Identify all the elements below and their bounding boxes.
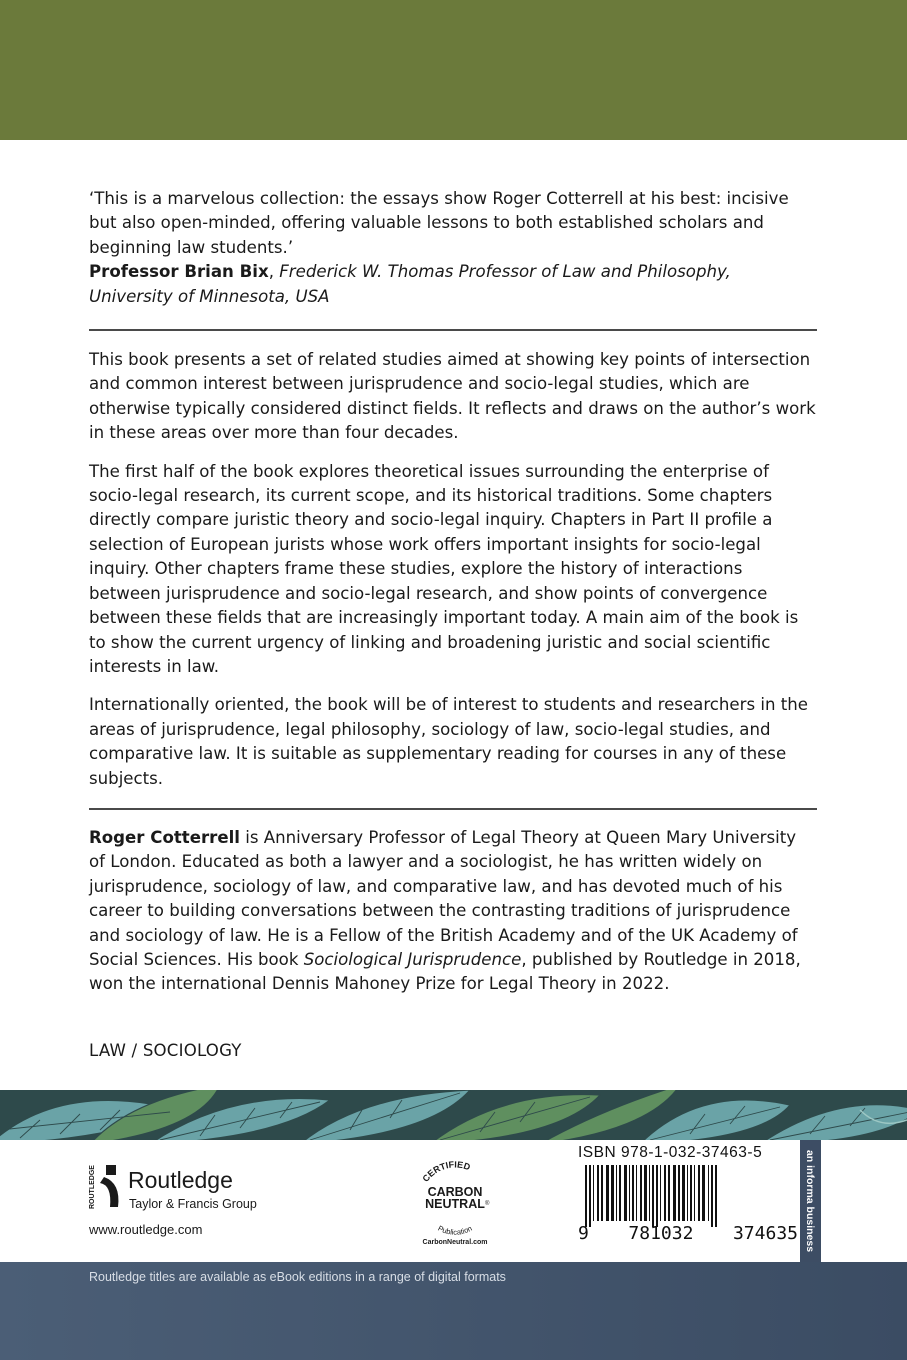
top-color-band	[0, 0, 907, 140]
barcode-bar	[694, 1165, 695, 1221]
barcode-bar	[702, 1165, 705, 1221]
barcode-bar	[640, 1165, 642, 1221]
barcode-bar	[593, 1165, 594, 1221]
barcode-bar	[673, 1165, 676, 1221]
carbon-line2: NEUTRAL	[425, 1197, 485, 1211]
barcode-bar	[611, 1165, 614, 1221]
barcode-bar	[624, 1165, 627, 1221]
carbon-publication-label: Publication	[436, 1223, 474, 1237]
imprint-panel-right	[821, 1140, 907, 1262]
bio-book-title: Sociological Jurisprudence	[303, 949, 522, 969]
bio-author-name: Roger Cotterrell	[89, 827, 240, 847]
barcode-bar	[708, 1165, 709, 1221]
barcode-bar	[597, 1165, 599, 1221]
logo-curve-mark	[100, 1177, 118, 1207]
barcode-bar	[589, 1165, 591, 1227]
subject-category: LAW / SOCIOLOGY	[89, 1041, 242, 1060]
barcode-bar	[644, 1165, 647, 1221]
publisher-url[interactable]: www.routledge.com	[89, 1222, 203, 1237]
barcode-bar	[715, 1165, 717, 1227]
carbon-line1: CARBON	[427, 1185, 483, 1199]
endorsement-affiliation: Frederick W. Thomas Professor of Law and Philosophy, University of Minnesota, USA	[89, 262, 731, 306]
logo-vertical-wordmark: ROUTLEDGE	[89, 1165, 96, 1209]
carbon-certified-label: CERTIFIED	[420, 1159, 472, 1184]
logo-square-mark	[106, 1165, 116, 1175]
publisher-group: Taylor & Francis Group	[129, 1197, 257, 1211]
isbn-label: ISBN 978-1-032-37463-5	[578, 1144, 763, 1161]
carbon-neutral-badge	[405, 1150, 505, 1250]
barcode-bar	[678, 1165, 680, 1221]
barcode-bar	[652, 1165, 654, 1227]
bio-text: is Anniversary Professor of Legal Theory at Queen Mary University of London. Educated as both a lawyer and a sociologist, he has written widely on jurisprudence, sociology of law, and comparative law, and has devoted much of his career to building conversations between the contrasting traditions of jurisprudence and sociology of law. He is a Fellow of the British Academy and of the UK Academy of Social Sciences. His book	[89, 827, 798, 969]
svg-text:Publication	[436, 1224, 473, 1237]
barcode-bar	[664, 1165, 666, 1221]
barcode-bar	[682, 1165, 685, 1221]
barcode-bar	[687, 1165, 688, 1221]
informa-strip-label	[800, 1140, 821, 1262]
description-paragraph: The first half of the book explores theoretical issues surrounding the enterprise of socio-legal research, its current scope, and its historical traditions. Some chapters directly compare juristic theory and socio-legal inquiry. Chapters in Part II profile a selection of European jurists whose work offers important insights for socio-legal inquiry. Other chapters frame these studies, explore the history of interactions between jurisprudence and socio-legal research, and show points of convergence between these fields that are increasingly important today. A main aim of the book is to show the current urgency of linking and broadening juristic and social scientific interests in law.	[89, 461, 799, 676]
barcode-bar	[668, 1165, 670, 1221]
barcode-bar	[606, 1165, 609, 1221]
barcode-bar	[690, 1165, 692, 1221]
barcode-bar	[698, 1165, 700, 1221]
back-cover-text	[89, 187, 817, 997]
description-paragraph: This book presents a set of related studies aimed at showing key points of intersection and common interest between jurisprudence and socio-legal studies, which are otherwise typically considered distinct fields. It reflects and draws on the author’s work in these areas over more than four decades.	[89, 350, 816, 443]
endorsement-author: Professor Brian Bix	[89, 262, 269, 282]
endorsement-attribution	[89, 260, 817, 309]
ebook-availability-note: Routledge titles are available as eBook editions in a range of digital formats	[89, 1270, 506, 1284]
author-bio	[89, 826, 817, 997]
barcode-bar	[636, 1165, 637, 1221]
publisher-name: Routledge	[128, 1167, 233, 1193]
barcode-bar	[585, 1165, 587, 1227]
bio-text-end: , published by Routledge in 2018, won the international Dennis Mahoney Prize for Legal Theory in 2022.	[89, 949, 801, 994]
isbn-digit-group: 781032	[628, 1223, 694, 1244]
barcode-bar	[656, 1165, 658, 1227]
description-paragraph: Internationally oriented, the book will be of interest to students and researchers in the areas of jurisprudence, legal philosophy, sociology of law, socio-legal studies, and comparative law. It is suitable as supplementary reading for courses in any of these subjects.	[89, 695, 808, 788]
barcode-bar	[711, 1165, 713, 1227]
informa-tagline: an informa business	[804, 1149, 817, 1253]
isbn-barcode	[583, 1165, 795, 1227]
barcode-bar	[649, 1165, 650, 1221]
attribution-separator: ,	[268, 262, 280, 282]
barcode-bar	[632, 1165, 634, 1221]
carbon-registered-mark: ®	[485, 1201, 490, 1207]
carbon-url: CarbonNeutral.com	[422, 1239, 488, 1246]
barcode-bar	[660, 1165, 661, 1221]
barcode-bar	[619, 1165, 621, 1221]
isbn-digits	[578, 1223, 798, 1244]
isbn-digit-group: 374635	[732, 1223, 798, 1244]
endorsement-quote: ‘This is a marvelous collection: the essays show Roger Cotterrell at his best: incisive but also open-minded, offering valuable lessons to both established scholars and beginning law students.’	[89, 189, 789, 257]
barcode-bar	[616, 1165, 617, 1221]
barcode-bar	[601, 1165, 603, 1221]
svg-text:CERTIFIED	[420, 1159, 472, 1183]
isbn-digit-group: 9	[578, 1223, 589, 1244]
leaf-pattern-strip	[0, 1090, 907, 1144]
barcode-bar	[629, 1165, 630, 1221]
